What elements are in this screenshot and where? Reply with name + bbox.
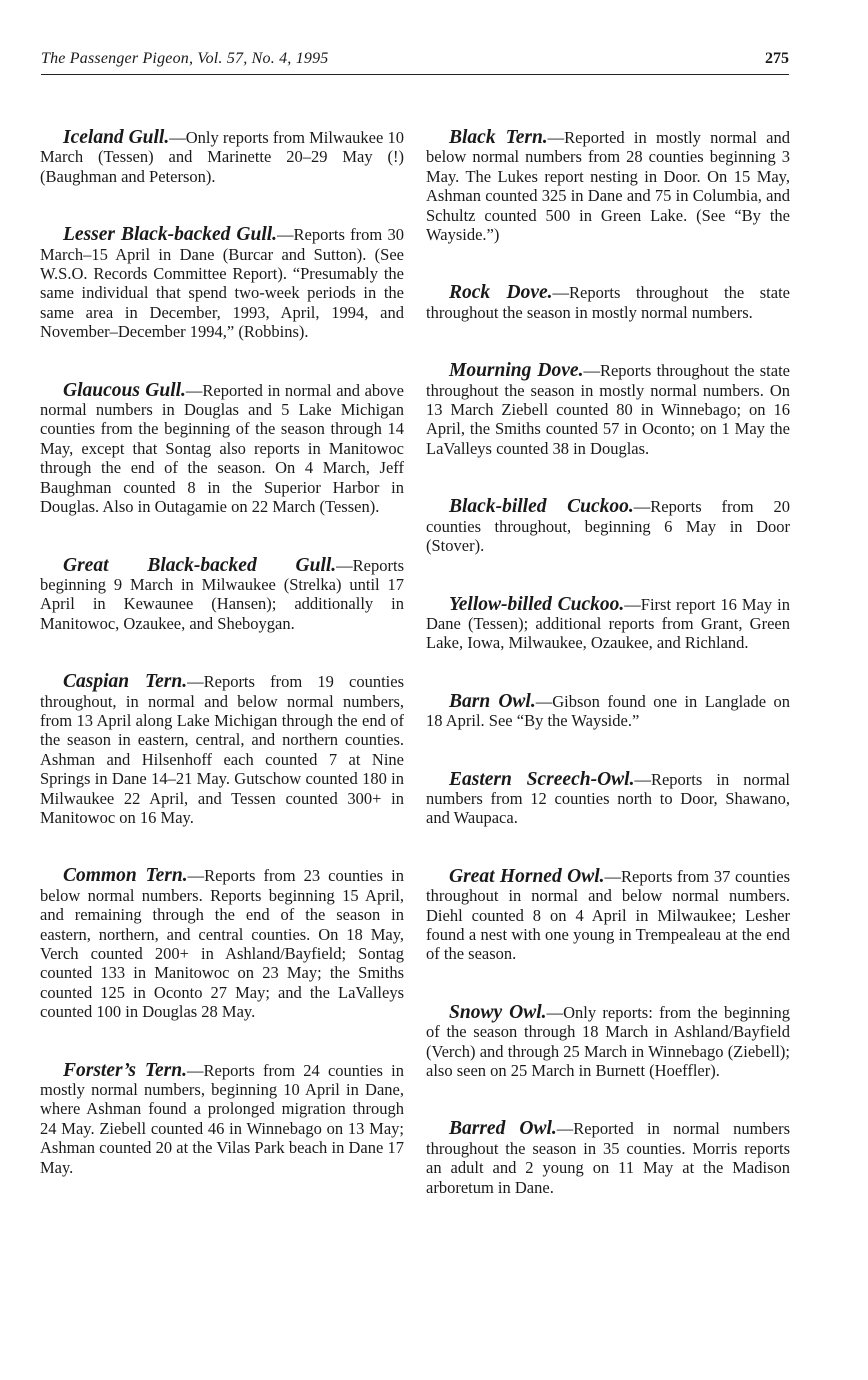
species-entry-eastern-screech-owl xyxy=(426,770,790,828)
species-entry-great-horned-owl xyxy=(426,867,790,964)
species-account: —Reports from 20 counties throughout, beginning 6 May in Door (Stover). xyxy=(426,497,790,556)
species-entry-snowy-owl xyxy=(426,1003,790,1081)
species-entry-black-billed-cuckoo xyxy=(426,497,790,555)
species-account: —Gibson found one in Langlade on 18 April. See “By the Wayside.” xyxy=(426,691,790,731)
species-name: Rock Dove. xyxy=(449,282,553,304)
page-number: 275 xyxy=(765,50,789,67)
species-account: —Reports from 19 counties throughout, in normal and below normal numbers, from 13 April along Lake Michigan through the end of the season in eastern, central, and northern counties. Ashman and Hilsenhoff each counted 7 at Nine Springs in Dane 14–21 May. Gutschow counted 180 in Milwaukee 22 April, and Tessen counted 300+ in Manitowoc on 16 May. xyxy=(40,672,404,827)
species-entry-great-black-backed-gull xyxy=(40,556,404,634)
journal-title: The Passenger Pigeon, Vol. 57, No. 4, 1995 xyxy=(41,50,329,67)
left-column xyxy=(40,128,404,1177)
running-header xyxy=(41,50,789,75)
species-name: Barn Owl. xyxy=(449,690,536,712)
species-name: Great Black-backed Gull. xyxy=(63,554,337,576)
species-name: Yellow-billed Cuckoo. xyxy=(449,593,625,615)
species-account: —Reports from 37 counties throughout in normal and below normal numbers. Diehl counted 8 on 4 April in Milwaukee; Lesher found a nest with one young in Trempealeau at the end of the season. xyxy=(426,866,791,964)
species-name: Mourning Dove. xyxy=(449,360,584,382)
right-column xyxy=(426,128,790,1197)
species-entry-barred-owl xyxy=(426,1119,790,1197)
species-name: Black-billed Cuckoo. xyxy=(449,496,634,518)
species-account: —Reports in normal numbers from 12 counties north to Door, Shawano, and Waupaca. xyxy=(426,769,790,828)
species-account: —Reported in normal and above normal numbers in Douglas and 5 Lake Michigan counties from the beginning of the season through 14 May, except that Sontag also reports in Manitowoc through the end of the season. On 4 March, Jeff Baughman counted 8 in the Superior Harbor in Douglas. Also in Outagamie on 22 March (Tessen). xyxy=(40,380,404,517)
species-entry-rock-dove xyxy=(426,283,790,322)
species-name: Eastern Screech-Owl. xyxy=(449,768,635,790)
species-account: —Reports throughout the state throughout the season in mostly normal numbers. On 13 March Ziebell counted 80 in Winnebago; on 16 April, the Smiths counted 57 in Oconto; on 1 May the LaValleys counted 38 in Douglas. xyxy=(426,361,790,458)
species-account: —Reports from 23 counties in below normal numbers. Reports beginning 15 April, and remaining through the end of the season in eastern, northern, and central counties. On 18 May, Verch counted 200+ in Ashland/Bayfield; Sontag counted 133 in Manitowoc on 23 May; the Smiths counted 125 in Oconto 27 May; and the LaValleys counted 100 in Douglas 28 May. xyxy=(40,866,404,1022)
species-account: —Reports throughout the state throughout the season in mostly normal numbers. xyxy=(426,283,790,322)
species-account: —Only reports from Milwaukee 10 March (Tessen) and Marinette 20–29 May (!) (Baughman and Peterson). xyxy=(40,128,404,186)
species-account: —Reported in normal numbers throughout the season in 35 counties. Morris reports an adult and 2 young on 11 May at the Madison arboretum in Dane. xyxy=(426,1119,790,1197)
species-name: Great Horned Owl. xyxy=(449,865,605,887)
species-name: Glaucous Gull. xyxy=(63,379,186,401)
species-entry-mourning-dove xyxy=(426,361,790,458)
species-account: —Reports beginning 9 March in Milwaukee (Strelka) until 17 April in Kewaunee (Hansen); additionally in Manitowoc, Ozaukee, and Sheboygan. xyxy=(40,555,404,633)
species-account: —Only reports: from the beginning of the season through 18 March in Ashland/Bayfield (Verch) and through 25 March in Winnebago (Ziebell); also seen on 25 March in Burnett (Hoeffler). xyxy=(426,1002,790,1080)
species-entry-glaucous-gull xyxy=(40,381,404,517)
species-entry-forsters-tern xyxy=(40,1061,404,1177)
species-entry-common-tern xyxy=(40,866,404,1021)
species-name: Black Tern. xyxy=(449,127,548,148)
species-entry-caspian-tern xyxy=(40,672,404,827)
species-name: Snowy Owl. xyxy=(449,1001,547,1023)
species-account: —First report 16 May in Dane (Tessen); additional reports from Grant, Green Lake, Iowa, Milwaukee, Ozaukee, and Richland. xyxy=(426,594,790,653)
species-entry-barn-owl xyxy=(426,692,790,731)
species-name: Common Tern. xyxy=(63,865,188,887)
species-entry-yellow-billed-cuckoo xyxy=(426,595,790,653)
species-account: —Reports from 24 counties in mostly normal numbers, beginning 10 April in Dane, where Ashman found a prolonged migration through 24 May. Ziebell counted 46 in Winnebago on 13 May; Ashman counted 20 at the Vilas Park beach in Dane 17 May. xyxy=(40,1060,404,1177)
species-name: Iceland Gull. xyxy=(63,127,170,148)
species-entry-lesser-black-backed-gull xyxy=(40,225,404,341)
species-account: —Reports from 30 March–15 April in Dane (Burcar and Sutton). (See W.S.O. Records Committee Report). “Presumably the same individual that spend two-week periods in the same area in December, 1993, April, 1994, and November–December 1994,” (Robbins). xyxy=(40,225,404,342)
species-entry-iceland-gull xyxy=(40,128,404,186)
species-entry-black-tern xyxy=(426,128,790,244)
species-account: —Reported in mostly normal and below normal numbers from 28 counties beginning 3 May. The Lukes report nesting in Door. On 15 May, Ashman counted 325 in Dane and 75 in Columbia, and Schultz counted 500 in Green Lake. (See “By the Wayside.”) xyxy=(426,128,790,245)
species-name: Forster’s Tern. xyxy=(63,1059,187,1081)
species-name: Barred Owl. xyxy=(449,1118,557,1140)
species-name: Lesser Black-backed Gull. xyxy=(63,224,278,246)
species-name: Caspian Tern. xyxy=(63,671,188,693)
